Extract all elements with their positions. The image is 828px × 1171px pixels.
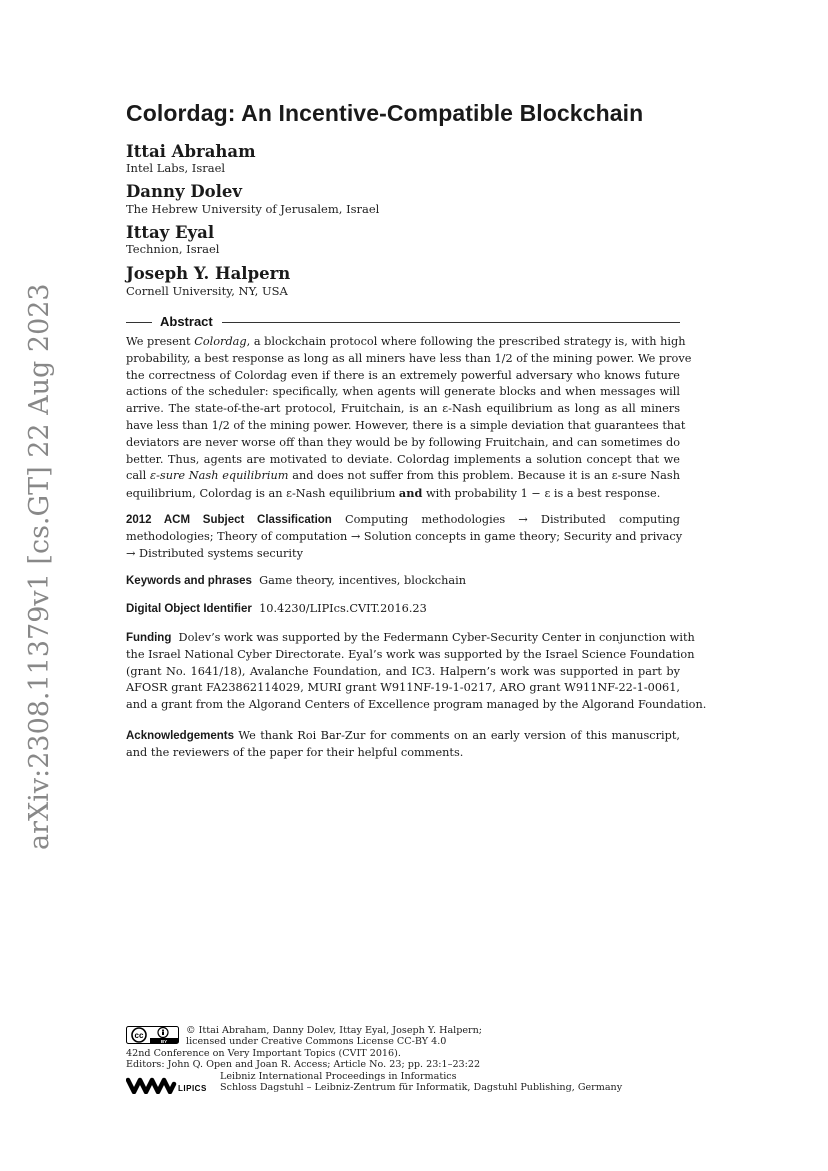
- bold-word: and: [398, 486, 423, 501]
- svg-text:cc: cc: [134, 1031, 144, 1040]
- acm-label: 2012 ACM Subject Classification: [126, 514, 332, 526]
- author-affiliation: Technion, Israel: [126, 242, 220, 256]
- heading-rule: [222, 322, 680, 323]
- abstract-line: actions of the scheduler: specifically, when agents will generate blocks and when messages will: [126, 385, 680, 399]
- lipics-logo-icon: [126, 1074, 216, 1094]
- funding-line: the Israel National Cyber Directorate. Eyal’s work was supported by the Israel Science Foundation: [126, 647, 695, 661]
- heading-rule: [126, 322, 152, 323]
- funding: [126, 630, 707, 714]
- doi-link[interactable]: 10.4230/LIPIcs.CVIT.2016.23: [259, 602, 427, 615]
- emphasis: ε-sure Nash equilibrium: [150, 469, 289, 483]
- lipics-label: LIPICS: [178, 1084, 207, 1093]
- acknowledgements: [126, 728, 680, 762]
- abstract-line: probability, a best response as long as all miners have less than 1/2 of the mining power. We prove: [126, 351, 692, 365]
- abstract-line: equilibrium, Colordag is an ε-Nash equilibrium and with probability 1 − ε is a best response.: [126, 486, 661, 501]
- author-name: Ittay Eyal: [126, 223, 215, 242]
- ack-line: Acknowledgements We thank Roi Bar-Zur for comments on an early version of this manuscript,: [126, 729, 680, 742]
- cc-label: BY: [160, 1039, 168, 1044]
- abstract-body: [126, 334, 692, 503]
- abstract-line: deviators are never worse off than they would be by following Fruitchain, and can sometimes do: [126, 435, 680, 449]
- paper-title: Colordag: An Incentive-Compatible Blockchain: [126, 100, 644, 126]
- abstract-line: better. Thus, agents are motivated to deviate. Colordag implements a solution concept that we: [126, 452, 680, 466]
- abstract-heading: [126, 314, 680, 332]
- funding-line: and a grant from the Algorand Centers of Excellence program managed by the Algorand Foundation.: [126, 698, 707, 712]
- funding-label: Funding: [126, 632, 172, 644]
- footer-editors: Editors: John Q. Open and Joan R. Access; Article No. 23; pp. 23:1–23:22: [126, 1059, 481, 1070]
- footer-copyright: © Ittai Abraham, Danny Dolev, Ittay Eyal, Joseph Y. Halpern;: [186, 1025, 483, 1036]
- ack-line: and the reviewers of the paper for their helpful comments.: [126, 745, 464, 759]
- footer-license[interactable]: licensed under Creative Commons License CC-BY 4.0: [186, 1036, 447, 1047]
- author-name: Joseph Y. Halpern: [126, 264, 291, 283]
- footer-publisher: Schloss Dagstuhl – Leibniz-Zentrum für Informatik, Dagstuhl Publishing, Germany: [220, 1082, 623, 1093]
- abstract-line: have less than 1/2 of the mining power. However, there is a simple deviation that guarantees that: [126, 418, 686, 432]
- emphasis: Colordag: [194, 335, 247, 348]
- doi-label: Digital Object Identifier: [126, 603, 252, 615]
- funding-line: (grant No. 1641/18), Avalanche Foundation, and IC3. Halpern’s work was supported in part by: [126, 664, 680, 678]
- keywords: [126, 573, 680, 590]
- abstract-line: call ε-sure Nash equilibrium and does not suffer from this problem. Because it is an ε-sure Nash: [126, 469, 680, 483]
- author-affiliation: Cornell University, NY, USA: [126, 284, 288, 298]
- acm-line: 2012 ACM Subject Classification Computing methodologies → Distributed computing: [126, 513, 680, 526]
- keywords-text: Game theory, incentives, blockchain: [259, 574, 467, 587]
- ack-label: Acknowledgements: [126, 730, 234, 742]
- acm-classification: [126, 512, 683, 562]
- doi: [126, 601, 680, 618]
- abstract-line: the correctness of Colordag even if there is an extremely powerful adversary who knows future: [126, 368, 680, 382]
- acm-line: → Distributed systems security: [126, 546, 303, 560]
- cc-by-license-icon: [126, 1026, 179, 1044]
- keywords-label: Keywords and phrases: [126, 575, 252, 587]
- author-name: Danny Dolev: [126, 182, 242, 201]
- abstract-label: Abstract: [160, 314, 213, 329]
- arxiv-identifier: arXiv:2308.11379v1 [cs.GT] 22 Aug 2023: [24, 283, 55, 850]
- funding-line: AFOSR grant FA23862114029, MURI grant W911NF-19-1-0217, ARO grant W911NF-22-1-0061,: [126, 681, 680, 695]
- abstract-line: We present Colordag, a blockchain protocol where following the prescribed strategy is, with high: [126, 335, 686, 348]
- footer-conference: 42nd Conference on Very Important Topics (CVIT 2016).: [126, 1048, 401, 1059]
- acm-line: methodologies; Theory of computation → Solution concepts in game theory; Security and privacy: [126, 529, 683, 543]
- funding-line: Funding Dolev’s work was supported by the Federmann Cyber-Security Center in conjunction with: [126, 631, 695, 644]
- author-affiliation: Intel Labs, Israel: [126, 161, 226, 175]
- author-affiliation: The Hebrew University of Jerusalem, Israel: [126, 202, 380, 216]
- abstract-line: arrive. The state-of-the-art protocol, Fruitchain, is an ε-Nash equilibrium as long as all miners: [126, 402, 680, 416]
- author-name: Ittai Abraham: [126, 142, 256, 161]
- footer-series: Leibniz International Proceedings in Informatics: [220, 1071, 457, 1082]
